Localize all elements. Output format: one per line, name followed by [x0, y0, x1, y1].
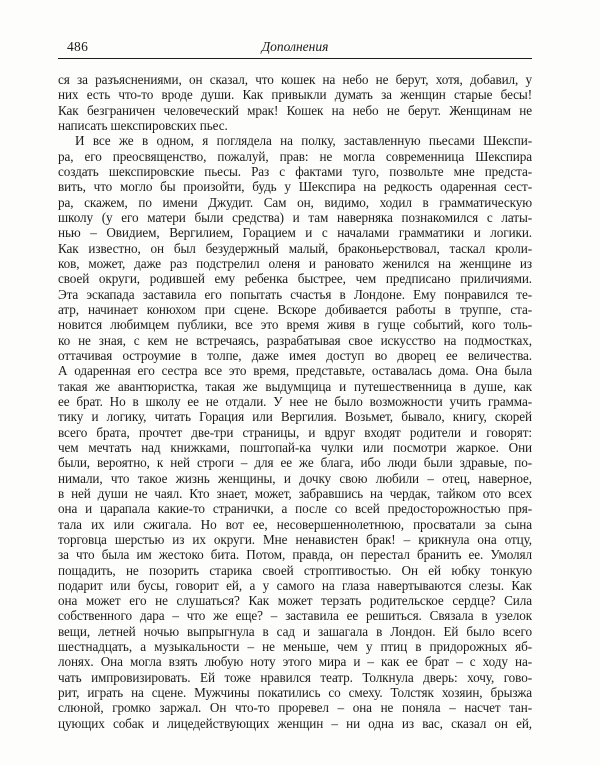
- text-line: в ней души не чаял. Кто знает, может, забравшись на чердак, тайком ото всех: [58, 485, 532, 501]
- text-line: ра, скажем, по имени Джудит. Сам он, видимо, ходил в грамматическую: [58, 194, 532, 210]
- text-line: Как известно, он был безудержный малый, браконьерствовал, таскал кроли-: [58, 240, 532, 256]
- text-line: И все же в одном, я поглядела на полку, заставленную пьесами Шекспи-: [75, 133, 532, 149]
- text-line: торговца шерстью из их округи. Мне ненавистен брак! – крикнула она отцу,: [58, 531, 532, 547]
- text-line: школу (у его матери были средства) и там наверняка познакомился с латы-: [58, 209, 532, 225]
- paragraph-shakespeares-sister: [58, 133, 532, 731]
- text-line: новится любимцем публики, все это время живя в гуще событий, кого толь-: [58, 317, 532, 333]
- paragraph-continuation: [58, 72, 532, 133]
- text-line: были, вероятно, к ней строги – для ее же блага, ибо люди были здравые, по-: [58, 455, 532, 471]
- text-line: лонях. Она могла взять любую ноту этого мира и – как ее брат – с ходу на-: [58, 654, 532, 670]
- text-line: вить, что могло бы произойти, будь у Шекспира на редкость одаренная сест-: [58, 179, 532, 195]
- text-line: она и царапала какие-то странички, а после со всей предосторожностью пря-: [58, 501, 532, 517]
- running-head: Дополнения: [261, 39, 329, 54]
- text-line: оттачивая остроумие в толпе, даже имея доступ во дворец ее величества.: [58, 347, 532, 363]
- text-block: [58, 39, 532, 731]
- text-line: Эта эскапада заставила его попытать счастья в Лондоне. Ему понравился те-: [58, 286, 532, 302]
- text-line: цующих собак и лицедействующих женщин – ни одна из вас, сказал он ей,: [58, 715, 532, 731]
- text-line: тала их или сжигала. Но вот ее, несовершеннолетнюю, просватали за сына: [58, 516, 532, 532]
- text-line: собственного дара – что же еще? – заставила ее решиться. Связала в узелок: [58, 608, 532, 624]
- text-line: такая же авантюристка, такая же выдумщица и путешественница в душе, как: [58, 378, 532, 394]
- text-line: вещи, летней ночью выпрыгнула в сад и зашагала в Лондон. Ей было всего: [58, 623, 532, 639]
- text-line: нью – Овидием, Вергилием, Горацием и с началами грамматики и логики.: [58, 225, 532, 241]
- text-line: слюной, громко заржал. Он что-то проревел – она не поняла – насчет тан-: [58, 700, 532, 716]
- text-line: шестнадцать, а музыкальности – не меньше, чем у птиц в придорожных яб-: [58, 639, 532, 655]
- text-line: ся за разъяснениями, он сказал, что кошек на небо не берут, хотя, добавил, у: [58, 72, 532, 87]
- text-line: чем мечтать над книжками, поштопай-ка чулки или посмотри жаркое. Они: [58, 439, 532, 455]
- text-line: нимали, что такое жизнь женщины, и дочку свою любили – отец, наверное,: [58, 470, 532, 486]
- text-line: своей округи, родившей ему ребенка быстрее, чем предписано приличиями.: [58, 271, 532, 287]
- text-line: ков, может, даже раз подстрелил оленя и рановато женился на женщине из: [58, 255, 532, 271]
- text-line: Как безграничен человеческий мрак! Кошек на небо не берут. Женщинам не: [58, 102, 532, 118]
- page-header: [58, 39, 532, 59]
- text-line: подарит или бусы, говорит ей, а у самого на глаза навертываются слезы. Как: [58, 577, 532, 593]
- text-line: всего брата, прочтет две-три страницы, и вдруг входят родители и говорят:: [58, 424, 532, 440]
- text-line: них есть что-то вроде души. Как привыкли думать за женщин старые бесы!: [58, 87, 532, 103]
- text-line: ко не зная, с кем не встречаясь, разрабатывая свое искусство на подмостках,: [58, 332, 532, 348]
- text-line: тику и логику, читать Горация или Вергилия. Возьмет, бывало, книгу, скорей: [58, 409, 532, 425]
- text-line: пощадить, не позорить старика своей строптивостью. Он ей юбку тонкую: [58, 562, 532, 578]
- text-line: написать шекспировских пьес.: [58, 117, 228, 133]
- text-line: ее брат. Но в школу ее не отдали. У нее не было возможности учить грамма-: [58, 393, 532, 409]
- body-text: [58, 72, 532, 731]
- text-line: А одаренная его сестра все это время, представьте, оставалась дома. Она была: [58, 363, 532, 379]
- text-line: создать шекспировские пьесы. Раз с фактами туго, позвольте мне предста-: [58, 163, 532, 179]
- text-line: чать импровизировать. Ей тоже нравился театр. Толкнула дверь: хочу, гово-: [58, 669, 532, 685]
- text-line: атр, начинает конюхом при сцене. Вскоре добивается работы в труппе, ста-: [58, 301, 532, 317]
- text-line: ра, его преосвященство, пожалуй, прав: не могла современница Шекспира: [58, 148, 532, 164]
- text-line: рит, играть на сцене. Мужчины покатились со смеху. Толстяк хозяин, брызжа: [58, 685, 532, 701]
- page-number: 486: [67, 39, 89, 54]
- text-line: за что была им жестоко бита. Потом, правда, он перестал бранить ее. Умолял: [58, 547, 532, 563]
- text-line: она может его не слушаться? Как может терзать родительское сердце? Сила: [58, 593, 532, 609]
